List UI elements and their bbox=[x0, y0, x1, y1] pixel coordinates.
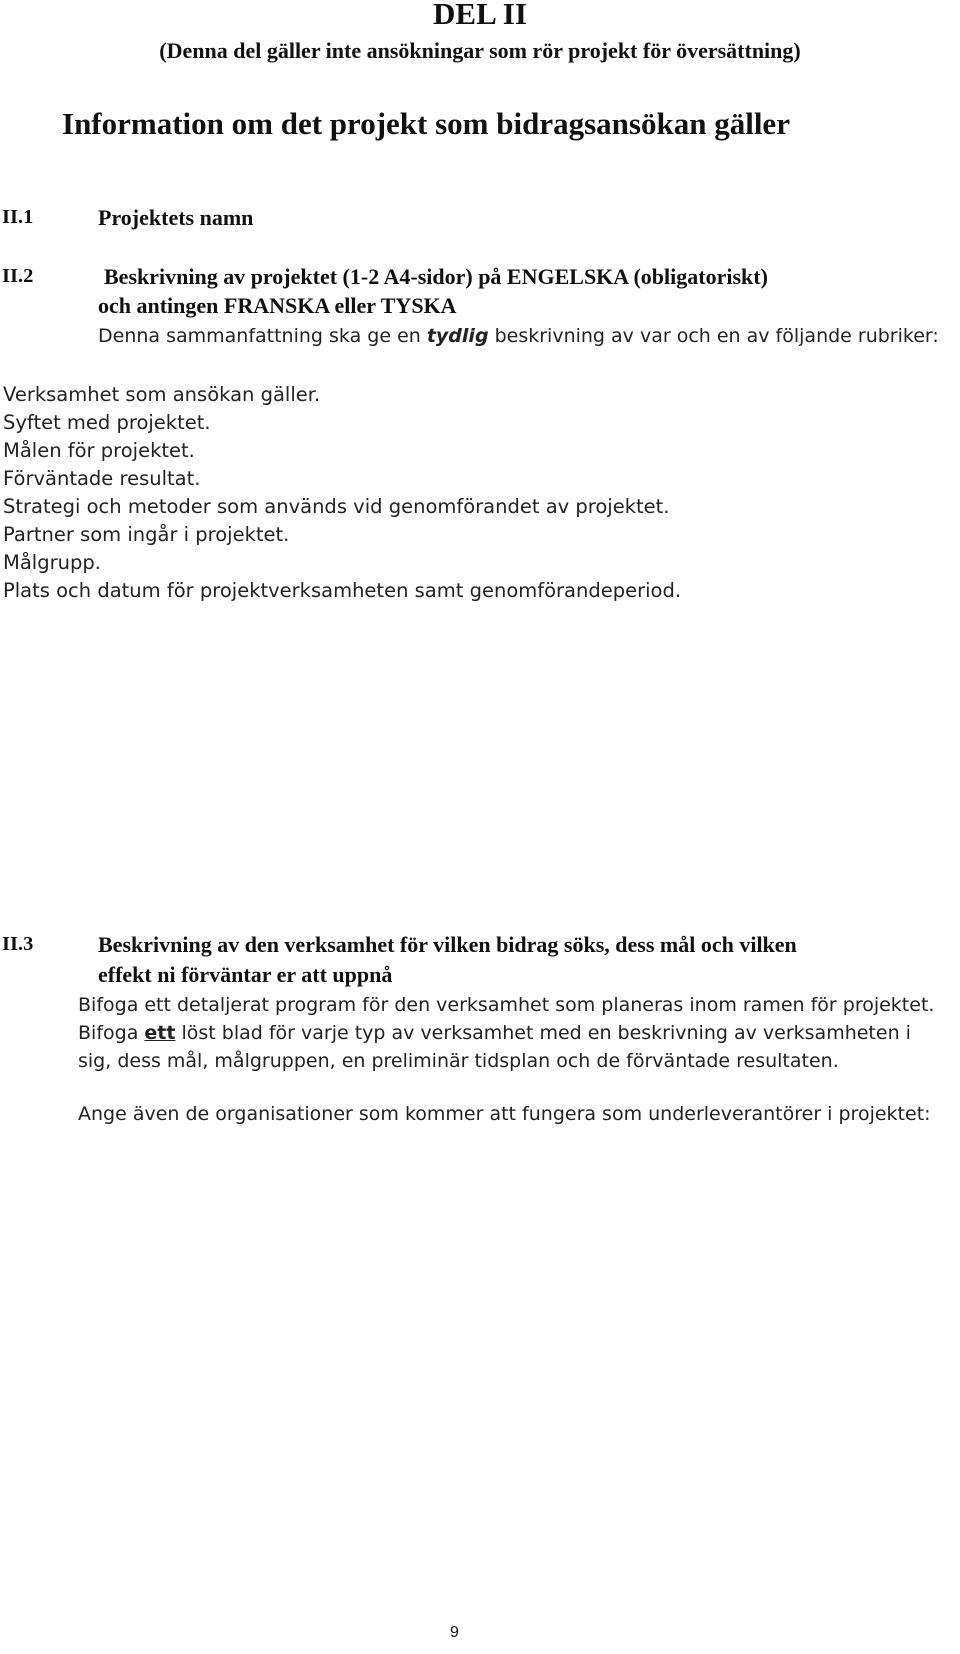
underlined-text: ett bbox=[144, 1022, 176, 1044]
list-item: Målen för projektet. bbox=[3, 439, 195, 462]
list-item: Målgrupp. bbox=[3, 551, 101, 574]
emphasis-text: tydlig bbox=[426, 325, 489, 347]
part-subtitle: (Denna del gäller inte ansökningar som rör projekt för översättning) bbox=[159, 38, 801, 63]
list-item: Partner som ingår i projektet. bbox=[3, 523, 290, 546]
page-number: 9 bbox=[450, 1624, 459, 1641]
list-item: Verksamhet som ansökan gäller. bbox=[3, 383, 321, 406]
list-item: Förväntade resultat. bbox=[3, 467, 201, 490]
list-item: Strategi och metoder som används vid genomförandet av projektet. bbox=[3, 495, 670, 518]
paragraph bbox=[78, 1022, 911, 1044]
section-title: Beskrivning av projektet (1-2 A4-sidor) på ENGELSKA (obligatoriskt) bbox=[104, 264, 768, 289]
paragraph-text: Bifoga bbox=[78, 1022, 145, 1044]
list-item: Syftet med projektet. bbox=[3, 411, 211, 434]
section-number: II.3 bbox=[2, 933, 34, 955]
main-heading: Information om det projekt som bidragsansökan gäller bbox=[62, 106, 790, 141]
section-title-continued: effekt ni förväntar er att uppnå bbox=[98, 962, 393, 987]
section-title: Beskrivning av den verksamhet för vilken bidrag söks, dess mål och vilken bbox=[98, 932, 797, 957]
intro-text: beskrivning av var och en av följande rubriker: bbox=[488, 325, 939, 347]
paragraph-text: löst blad för varje typ av verksamhet med en beskrivning av verksamheten i bbox=[175, 1022, 911, 1044]
paragraph-continued: sig, dess mål, målgruppen, en preliminär tidsplan och de förväntade resultaten. bbox=[78, 1050, 839, 1072]
section-title: Projektets namn bbox=[98, 205, 254, 230]
paragraph: Bifoga ett detaljerat program för den verksamhet som planeras inom ramen för projektet. bbox=[78, 994, 935, 1016]
intro-text: Denna sammanfattning ska ge en bbox=[98, 325, 427, 347]
section-intro bbox=[98, 325, 939, 347]
list-item: Plats och datum för projektverksamheten samt genomförandeperiod. bbox=[3, 579, 682, 602]
section-title-continued: och antingen FRANSKA eller TYSKA bbox=[98, 293, 457, 318]
paragraph: Ange även de organisationer som kommer att fungera som underleverantörer i projektet: bbox=[78, 1103, 931, 1125]
section-number: II.1 bbox=[2, 206, 34, 228]
part-title: DEL II bbox=[433, 0, 527, 31]
section-number: II.2 bbox=[2, 265, 34, 287]
